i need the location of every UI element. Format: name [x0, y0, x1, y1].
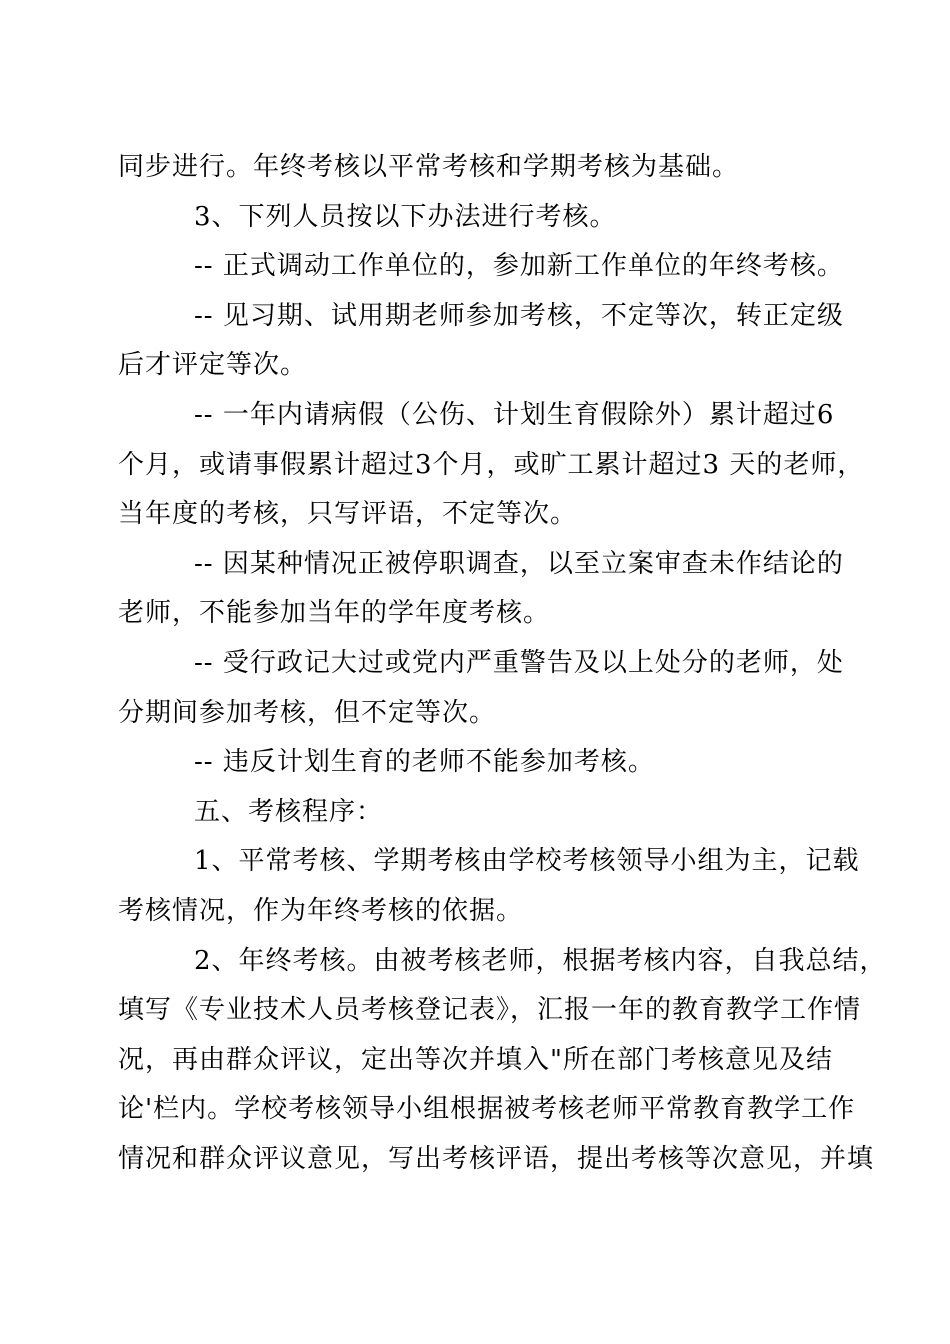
paragraph-line: 个月，或请事假累计超过3个月，或旷工累计超过3 天的老师，: [118, 449, 865, 480]
paragraph-line: 当年度的考核，只写评语，不定等次。: [118, 499, 578, 530]
paragraph-line: 同步进行。年终考核以平常考核和学期考核为基础。: [118, 152, 740, 182]
paragraph-line: 况，再由群众评议，定出等次并填入"所在部门考核意见及结: [118, 1044, 833, 1075]
paragraph-first-line: 1、平常考核、学期考核由学校考核领导小组为主，记载: [194, 846, 860, 877]
paragraph-first-line: -- 一年内请病假（公伤、计划生育假除外）累计超过6: [194, 400, 835, 430]
paragraph-line: 分期间参加考核，但不定等次。: [118, 697, 497, 728]
paragraph-first-line: -- 违反计划生育的老师不能参加考核。: [194, 747, 655, 778]
paragraph-line: 论'栏内。学校考核领导小组根据被考核老师平常教育教学工作: [118, 1094, 856, 1125]
paragraph-line: 填写《专业技术人员考核登记表》，汇报一年的教育教学工作情: [118, 995, 862, 1026]
paragraph-first-line: -- 正式调动工作单位的，参加新工作单位的年终考核。: [194, 251, 844, 282]
paragraph-line: 考核情况，作为年终考核的依据。: [118, 896, 524, 926]
paragraph-line: 后才评定等次。: [118, 350, 308, 381]
paragraph-first-line: -- 见习期、试用期老师参加考核，不定等次，转正定级: [194, 300, 844, 331]
paragraph-first-line: 3、下列人员按以下办法进行考核。: [194, 201, 617, 232]
paragraph-first-line: 五、考核程序：: [194, 796, 384, 827]
paragraph-line: 情况和群众评议意见，写出考核评语，提出考核等次意见，并填: [118, 1144, 875, 1174]
paragraph-first-line: 2、年终考核。由被考核老师，根据考核内容，自我总结，: [194, 945, 887, 976]
paragraph-line: 老师，不能参加当年的学年度考核。: [118, 598, 551, 629]
paragraph-first-line: -- 受行政记大过或党内严重警告及以上处分的老师，处: [194, 648, 844, 678]
paragraph-first-line: -- 因某种情况正被停职调查，以至立案审查未作结论的: [194, 548, 844, 579]
